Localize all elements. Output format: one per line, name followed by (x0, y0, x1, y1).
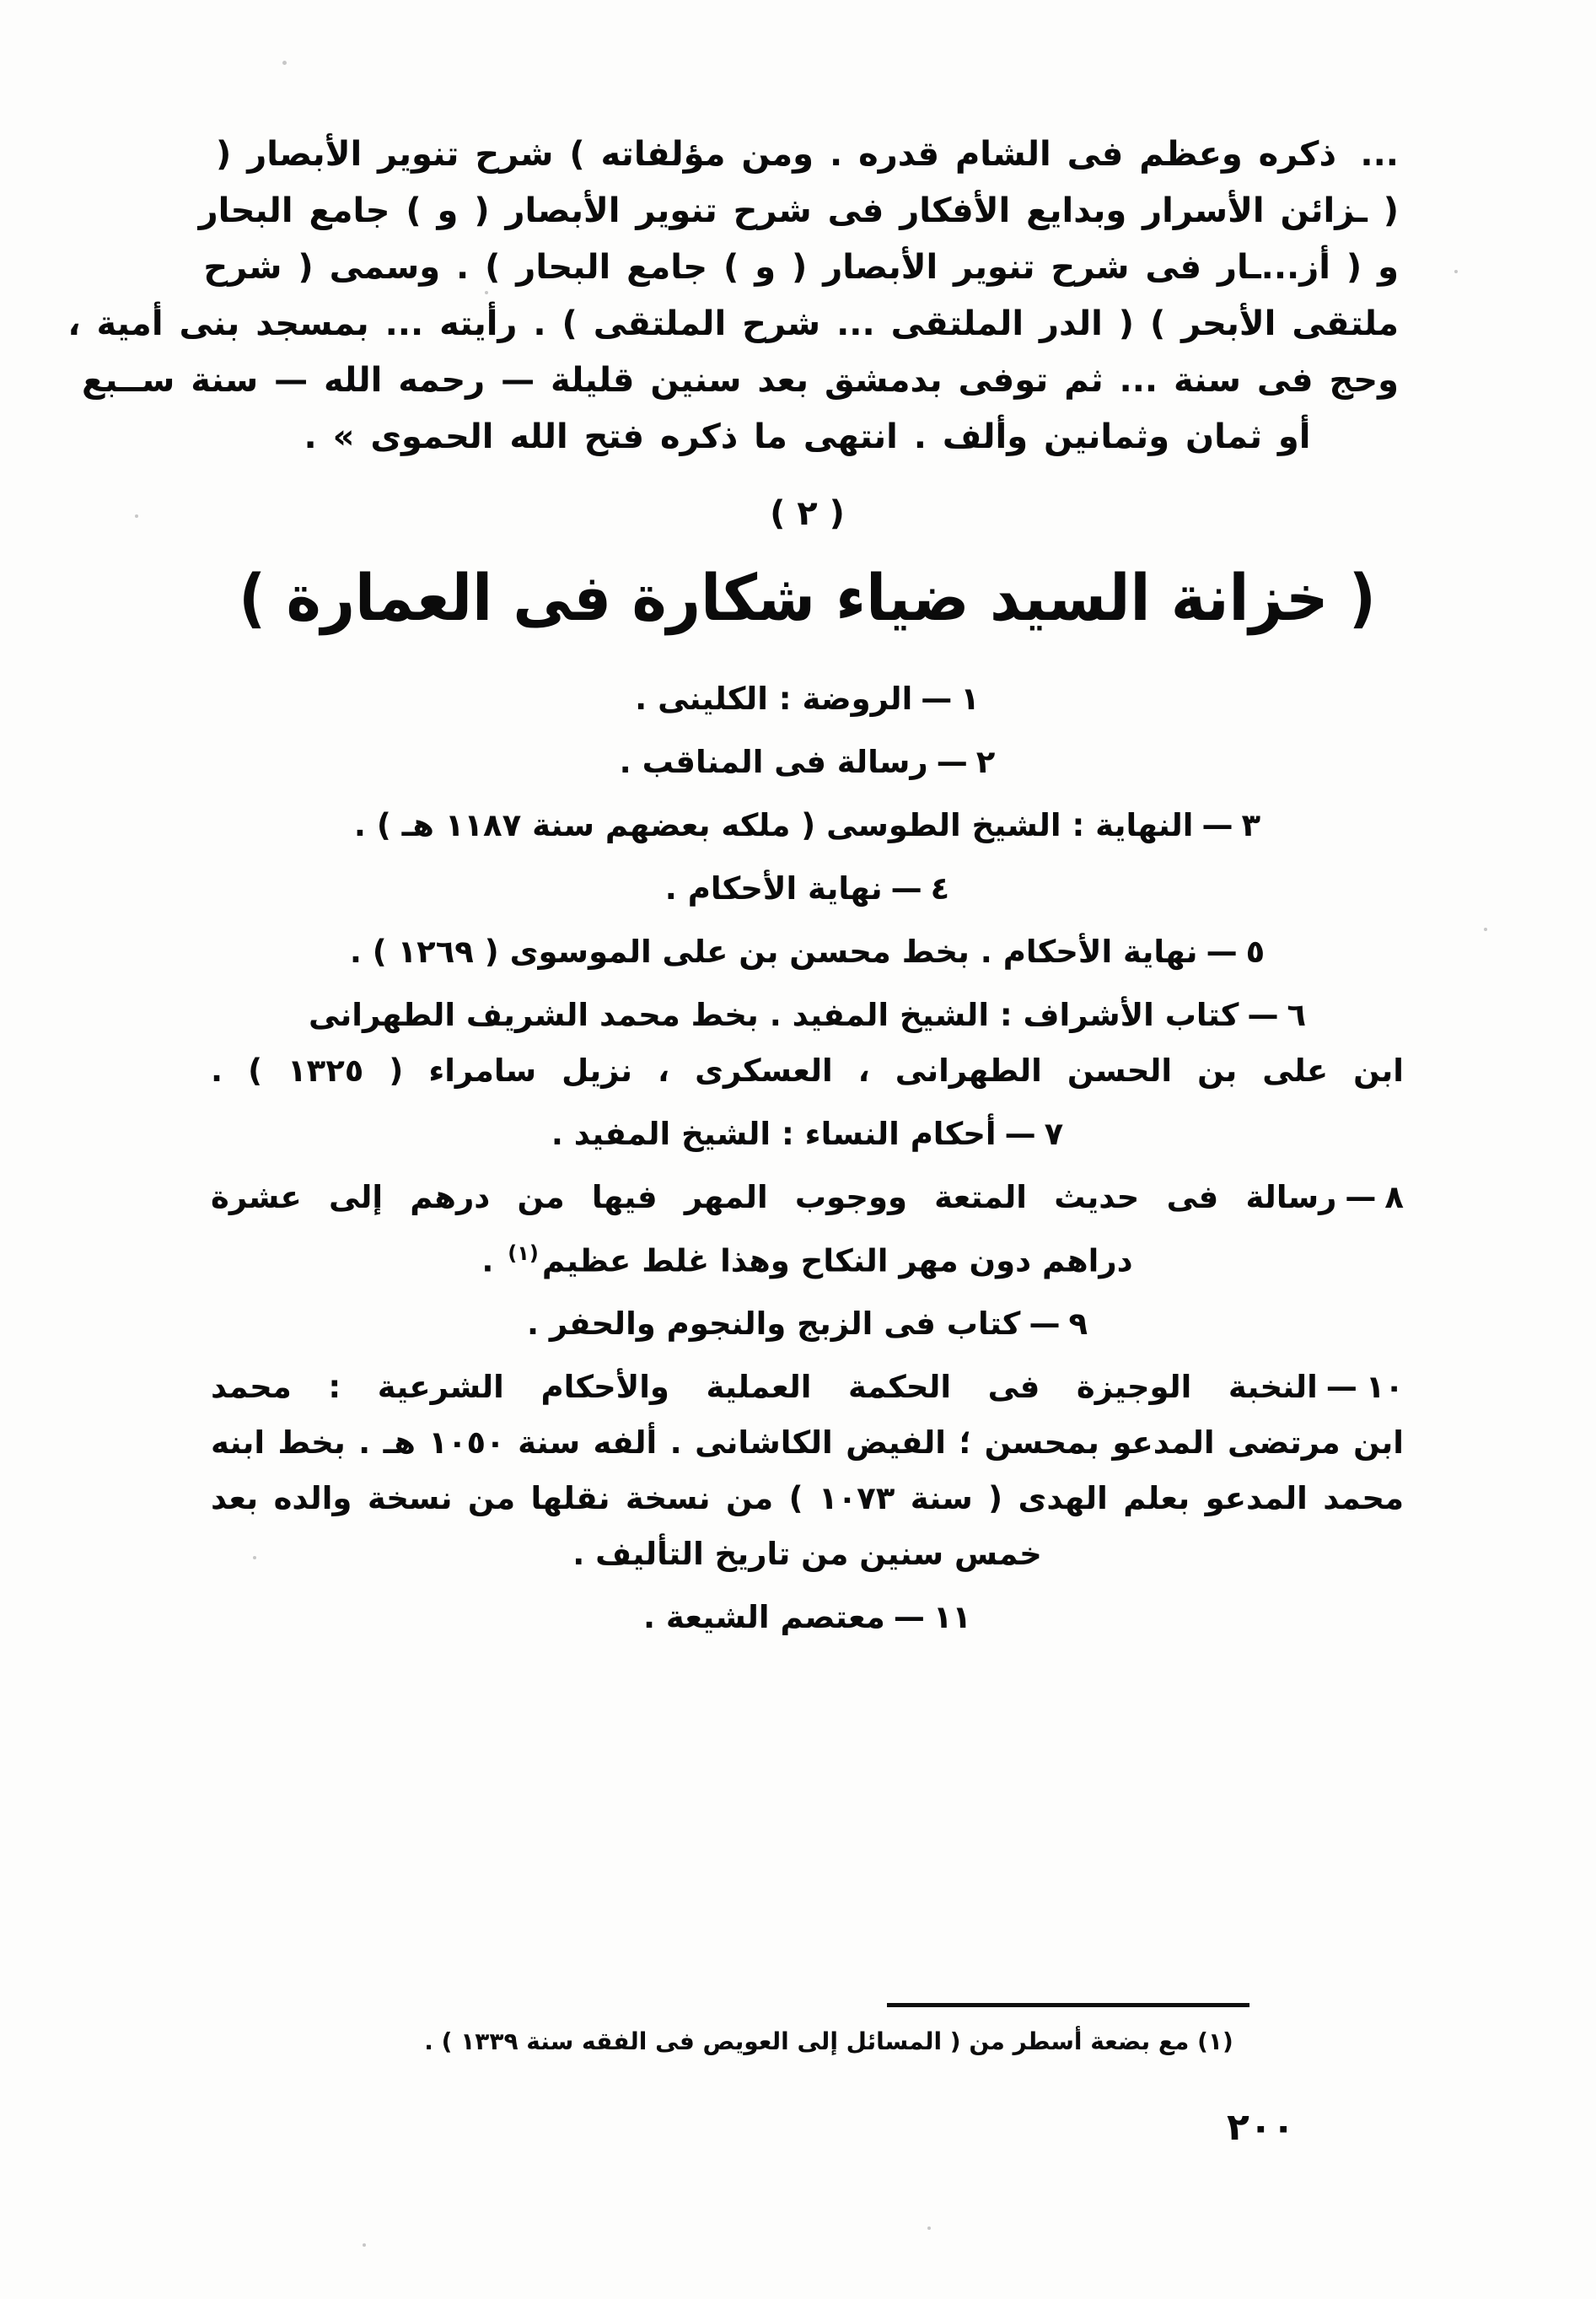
list-item (211, 861, 1404, 917)
page-number: ٢٠٠ (1227, 2106, 1295, 2149)
entry-body (211, 1296, 1404, 1352)
entry-text: الروضة : الكلينى . (635, 681, 913, 717)
entry-dash: — (1247, 997, 1279, 1033)
entry-dash: — (1004, 1116, 1036, 1152)
footnote-marker-label: (١) (1197, 2027, 1233, 2055)
entry-dash: — (1201, 807, 1233, 843)
entry-number: ٨ (1384, 1179, 1404, 1215)
scan-speckle (363, 2243, 366, 2247)
intro-line-4: ملتقى الأبحر ) ( الدر الملتقى ... شرح الملتقى ) . رأيته ... بمسجد بنى أمية ، (67, 304, 1399, 343)
entry-continuation: ابن على بن الحسن الطهرانى ، العسكرى ، نزيل سامراء ( ١٣٢٥ ) . (211, 1053, 1404, 1089)
entry-continuation-tail: . (481, 1242, 505, 1279)
list-item (211, 988, 1404, 1099)
entry-dash: — (1206, 934, 1238, 970)
entry-body (211, 924, 1404, 980)
entry-body (211, 798, 1404, 853)
entry-text: النخبة الوجيزة فى الحكمة العملية والأحكام الشرعية : محمد (211, 1369, 1318, 1406)
entry-dash: — (1345, 1179, 1377, 1215)
entry-body (211, 1170, 1404, 1225)
intro-line-5: وحج فى سنة ... ثم توفى بدمشق بعد سنين قليلة — رحمه الله — سنة ســبع (82, 361, 1399, 400)
entry-text: معتصم الشيعة . (642, 1599, 885, 1636)
entry-continuation-2: محمد المدعو بعلم الهدى ( سنة ١٠٧٣ ) من نسخة نقلها من نسخة والده بعد (211, 1480, 1404, 1517)
list-item (211, 1296, 1404, 1352)
entry-continuation-3: خمس سنين من تاريخ التأليف . (572, 1536, 1042, 1573)
intro-line-1 (216, 127, 1399, 183)
scan-speckle (927, 2226, 931, 2230)
scan-speckle (1454, 270, 1458, 273)
entry-body (211, 671, 1404, 727)
entry-text: رسالة فى المناقب . (619, 744, 928, 780)
entry-dash: — (893, 1599, 925, 1636)
entry-continuation-text: دراهم دون مهر النكاح وهذا غلط عظيم (541, 1242, 1133, 1279)
entry-continuation: ابن مرتضى المدعو بمحسن ؛ الفيض الكاشانى . ألفه سنة ١٠٥٠ هـ . بخط ابنه (211, 1424, 1404, 1462)
intro-line-2: ( ـزائن الأسرار وبدايع الأفكار فى شرح تنوير الأبصار ( و ) جامع البحار (198, 191, 1399, 230)
entry-dash: — (936, 744, 968, 780)
entry-body (211, 988, 1404, 1043)
entry-text: كتاب فى الزبج والنجوم والحفر . (526, 1306, 1021, 1343)
entry-body (211, 861, 1404, 917)
entry-number: ٩ (1068, 1306, 1088, 1343)
list-item (211, 1359, 1404, 1582)
footnote (382, 2022, 1276, 2061)
entry-dash: — (1325, 1369, 1357, 1406)
intro-paragraph (67, 127, 1404, 466)
list-item (211, 798, 1404, 853)
entry-text: أحكام النساء : الشيخ المفيد . (551, 1116, 997, 1152)
footnote-separator-rule (887, 2003, 1249, 2007)
list-item (211, 1106, 1404, 1162)
entry-continuation (211, 1225, 1404, 1289)
footnote-text: مع بضعة أسطر من ( المسائل إلى العويص فى الفقه سنة ١٣٣٩ ) . (424, 2027, 1190, 2055)
entry-text: كتاب الأشراف : الشيخ المفيد . بخط محمد الشريف الطهرانى (308, 997, 1239, 1033)
entry-number: ١٠ (1365, 1369, 1404, 1406)
entry-number: ٦ (1287, 997, 1307, 1033)
entry-text: رسالة فى حديث المتعة ووجوب المهر فيها من درهم إلى عشرة (211, 1179, 1337, 1215)
list-item (211, 1590, 1404, 1645)
scan-speckle (282, 61, 287, 65)
entry-number: ٧ (1044, 1116, 1064, 1152)
entry-number: ١١ (932, 1599, 971, 1636)
intro-line-3: و ( أز...ـار فى شرح تنوير الأبصار ( و ) جامع البحار ) . وسمى ( شرح (203, 248, 1399, 287)
entry-body (211, 735, 1404, 790)
manuscript-entry-list (211, 671, 1404, 1645)
entry-number: ٣ (1241, 807, 1261, 843)
entry-text: النهاية : الشيخ الطوسى ( ملكه بعضهم سنة ١١٨٧ هـ ) . (353, 807, 1194, 843)
entry-number: ٢ (975, 744, 996, 780)
section-number: ( ٢ ) (770, 494, 845, 533)
entry-text: نهاية الأحكام . بخط محسن بن على الموسوى ( ١٢٦٩ ) . (349, 934, 1198, 970)
list-item (211, 671, 1404, 727)
entry-dash: — (921, 681, 953, 717)
entry-number: ٤ (930, 870, 950, 907)
footnote-marker[interactable]: (١) (508, 1241, 539, 1265)
entry-number: ١ (960, 681, 980, 717)
collection-title: ( خزانة السيد ضياء شكارة فى العمارة ) (239, 560, 1376, 636)
entry-number: ٥ (1245, 934, 1266, 970)
intro-line-1-text: ذكره وعظم فى الشام قدره . ومن مؤلفاته ) شرح تنوير الأبصار ( (216, 135, 1336, 174)
entry-body (211, 1106, 1404, 1162)
list-item (211, 1170, 1404, 1289)
entry-body (211, 1359, 1404, 1415)
entry-text: نهاية الأحكام . (664, 870, 883, 907)
main-text-block (67, 127, 1404, 1653)
list-item (211, 924, 1404, 980)
entry-body (211, 1590, 1404, 1645)
scan-speckle (135, 514, 138, 518)
list-item (211, 735, 1404, 790)
entry-dash: — (890, 870, 922, 907)
scan-speckle (1484, 928, 1487, 931)
intro-line-1-ellipsis: ... (1360, 135, 1399, 174)
entry-dash: — (1029, 1306, 1061, 1343)
intro-line-6: أو ثمان وثمانين وألف . انتهى ما ذكره فتح الله الحموى » . (304, 417, 1311, 456)
